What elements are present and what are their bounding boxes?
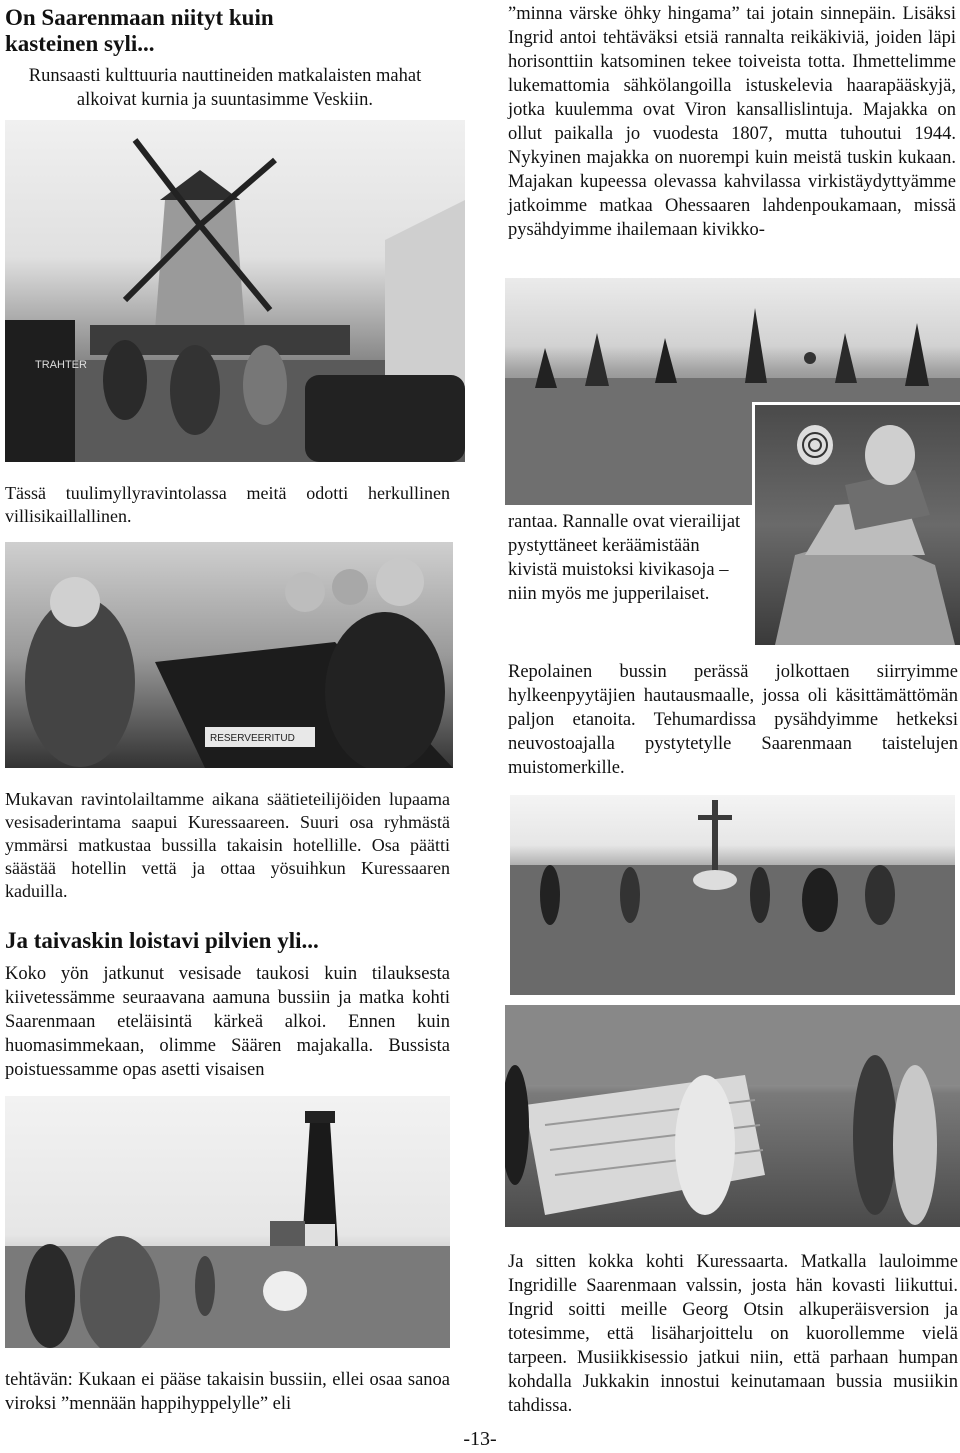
cairn-closeup-photo [752, 402, 960, 645]
reserved-sign: RESERVEERITUD [210, 733, 295, 744]
page-number: -13- [463, 1428, 497, 1450]
bus-paragraph: Repolainen bussin perässä jolkottaen siirryimme hylkeenpyytäjien hautausmaalle, jossa oli käsittämättömän paljon etanoita. Tehumardissa pysähdyimme hetkeksi neuvostoajalla pystytetylle Saarenmaan taistelujen muistomerkille. [508, 662, 958, 778]
task-paragraph: tehtävän: Kukaan ei pääse takaisin bussiin, ellei osaa sanoa viroksi ”mennään happihyppelylle” eli [5, 1370, 450, 1414]
trahter-sign: TRAHTER [35, 359, 87, 371]
section-heading: Ja taivaskin loistavi pilvien yli... [5, 928, 319, 953]
rantaa-paragraph: rantaa. Rannalle ovat vierailijat pystyttäneet keräämistään kivistä muistoksi kivikasoja – niin myös me jupperilaiset. [508, 512, 741, 604]
restaurant-dinner-photo [5, 542, 453, 768]
article-heading: On Saarenmaan niityt kuin kasteinen syli... [5, 5, 274, 56]
dinner-caption: Mukavan ravintolailtamme aikana säätieteilijöiden lupaama vesisaderintama saapui Kuressaareen. Suuri osa ryhmästä ymmärsi matkustaa bussilla takaisin hotellille. Osa päätti säästää hotellin vettä ja ottaa yösuihkun Kuressaaren kaduilla. [5, 789, 450, 901]
top-right-paragraph: ”minna värske öhky hingama” tai jotain sinnepäin. Lisäksi Ingrid antoi tehtäväksi etsiä rannalta reikäkiviä, joiden läpi horisonttiin katsominen tekee toiveista totta. Ihmettelimme lukemattomia sähkölangoilla istuskelevia haarapääskyjä, jotka kuulemma ovat Viron kansallislintuja. Majakka on ollut paikalla jo vuodesta 1807, mutta tuhoutui 1944. Nykyinen majakka on nuorempi kuin meistä tuskin kukaan. Majakan kupeessa olevassa kahvilassa virkistäydyttyämme jatkoimme matkaa Ohessaaren lahdenpoukamaan, missä pysähdyimme ihailemaan kivikko- [508, 4, 956, 240]
cemetery-photo [505, 1005, 960, 1227]
windmill-restaurant-photo [5, 120, 465, 462]
lighthouse-photo [5, 1096, 450, 1348]
final-paragraph: Ja sitten kokka kohti Kuressaarta. Matkalla lauloimme Ingridille Saarenmaan valssin, josta hän kovasti liikuttui. Ingrid soitti meille Georg Otsin alkuperäisversion ja totesimme, että lisäharjoittelu on kuorollemme vielä tarpeen. Musiikkisessio jatkui niin, että parhaan humpan kohdalla Jukkakin innostui keinutamaan bussia musiikin tahdissa. [508, 1252, 958, 1416]
windmill-caption: Tässä tuulimyllyravintolassa meitä odotti herkullinen villisikaillallinen. [5, 483, 450, 526]
intro-paragraph: Runsaasti kulttuuria nauttineiden matkalaisten mahat alkoivat kurnia ja suuntasimme Veskiin. [28, 66, 422, 110]
memorial-photo [510, 795, 955, 995]
morning-paragraph: Koko yön jatkunut vesisade taukosi kuin tilauksesta kiivetessämme seuraavana aamuna bussiin ja matka kohti Saarenmaan eteläisintä kärkeä alkoi. Ennen kuin huomasimmekaan, olimme Säären majakalla. Bussista poistuessamme opas asetti visaisen [5, 964, 450, 1080]
